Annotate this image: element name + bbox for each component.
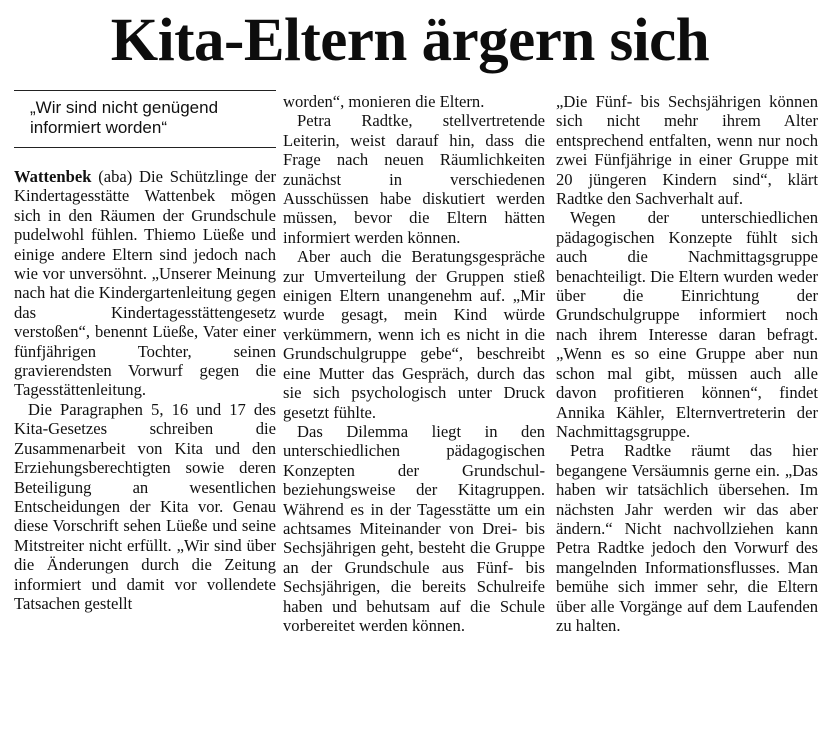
article-column-1 [14,90,276,613]
headline: Kita-Eltern ärgern sich [110,7,710,74]
paragraph: Petra Radtke räumt das hier begangene Versäumnis gerne ein. „Das haben wir tatsächlich übersehen. Im nächsten Jahr werden wir das aber ändern.“ Nicht nachvollziehen kann Petra Radtke jedoch den Vorwurf des mangelnden Informationsflusses. Man bemühe sich immer sehr, die Eltern über alle Vorgänge auf dem Laufenden zu halten. [556,441,818,635]
paragraph: Wegen der unterschiedlichen pädagogischen Konzepte fühlt sich auch die Nachmittagsgruppe benachteiligt. Die Eltern wurden weder über die Einrichtung der Grundschulgruppe informiert noch nach ihrem Interesse daran befragt. „Wenn es so eine Gruppe aber nun schon mal gibt, müssen auch alle davon profitieren können“, findet Annika Kähler, Elternvertreterin der Nachmittagsgruppe. [556,208,818,441]
paragraph: worden“, monieren die Eltern. [283,92,485,111]
article-column-3 [556,92,818,635]
pull-quote: „Wir sind nicht genügend informiert worden“ [30,98,219,137]
paragraph-text: (aba) Die Schützlinge der Kindertagesstätte Wattenbek mögen sich in den Räumen der Grundschule pudelwohl fühlen. Thiemo Lüeße und einige andere Eltern sind jedoch nach wie vor unversöhnt. „Unserer Meinung nach hat die Kindergartenleitung gegen das Kindertagesstättengesetz verstoßen“, benennt Lüeße, Vater einer fünfjährigen Tochter, seinen gravierendsten Vorwurf gegen die Tagesstättenleitung. [14,167,276,400]
pull-quote-bottom-rule [14,147,276,148]
paragraph: Das Dilemma liegt in den unterschiedlichen pädagogischen Konzepten der Grundschul- beziehungsweise der Kitagruppen. Während es in der Tagesstätte um ein achtsames Miteinander von Drei- bis Sechsjährigen geht, besteht die Gruppe an der Grundschule aus Fünf- bis Sechsjährigen, die bereits Schulreife haben und behutsam auf die Schule vorbereitet werden können. [283,421,545,635]
article-column-2 [283,92,545,635]
paragraph: Petra Radtke, stellvertretende Leiterin, weist darauf hin, dass die Frage nach neuen Räumlichkeiten zunächst in verschiedenen Ausschüssen habe diskutiert werden müssen, bevor die Eltern hätten informiert werden können. [283,111,545,247]
paragraph: „Die Fünf- bis Sechsjährigen können sich nicht mehr ihrem Alter entsprechend entfalten, wenn nur noch zwei Fünfjährige in einer Gruppe mit 20 jüngeren Kindern sind“, klärt Radtke den Sachverhalt auf. [556,92,818,209]
dateline: Wattenbek [14,167,92,186]
paragraph: Die Paragraphen 5, 16 und 17 des Kita-Gesetzes schreiben die Zusammenarbeit von Kita und den Erziehungsberechtigten sowie deren Beteiligung an wesentlichen Entscheidungen der Kita vor. Genau diese Vorschrift sehen Lüeße und seine Mitstreiter nicht erfüllt. „Wir sind über die Änderungen durch die Zeitung informiert und damit vor vollendete Tatsachen gestellt [14,399,276,613]
paragraph: Aber auch die Beratungsgespräche zur Umverteilung der Gruppen stieß einigen Eltern unangenehm auf. „Mir wurde gesagt, mein Kind würde verkümmern, wenn ich es nicht in die Grundschulgruppe gebe“, beschreibt eine Mutter das Gespräch, durch das sie sich psychologisch unter Druck gesetzt fühlte. [283,247,545,422]
paragraph [14,167,276,400]
